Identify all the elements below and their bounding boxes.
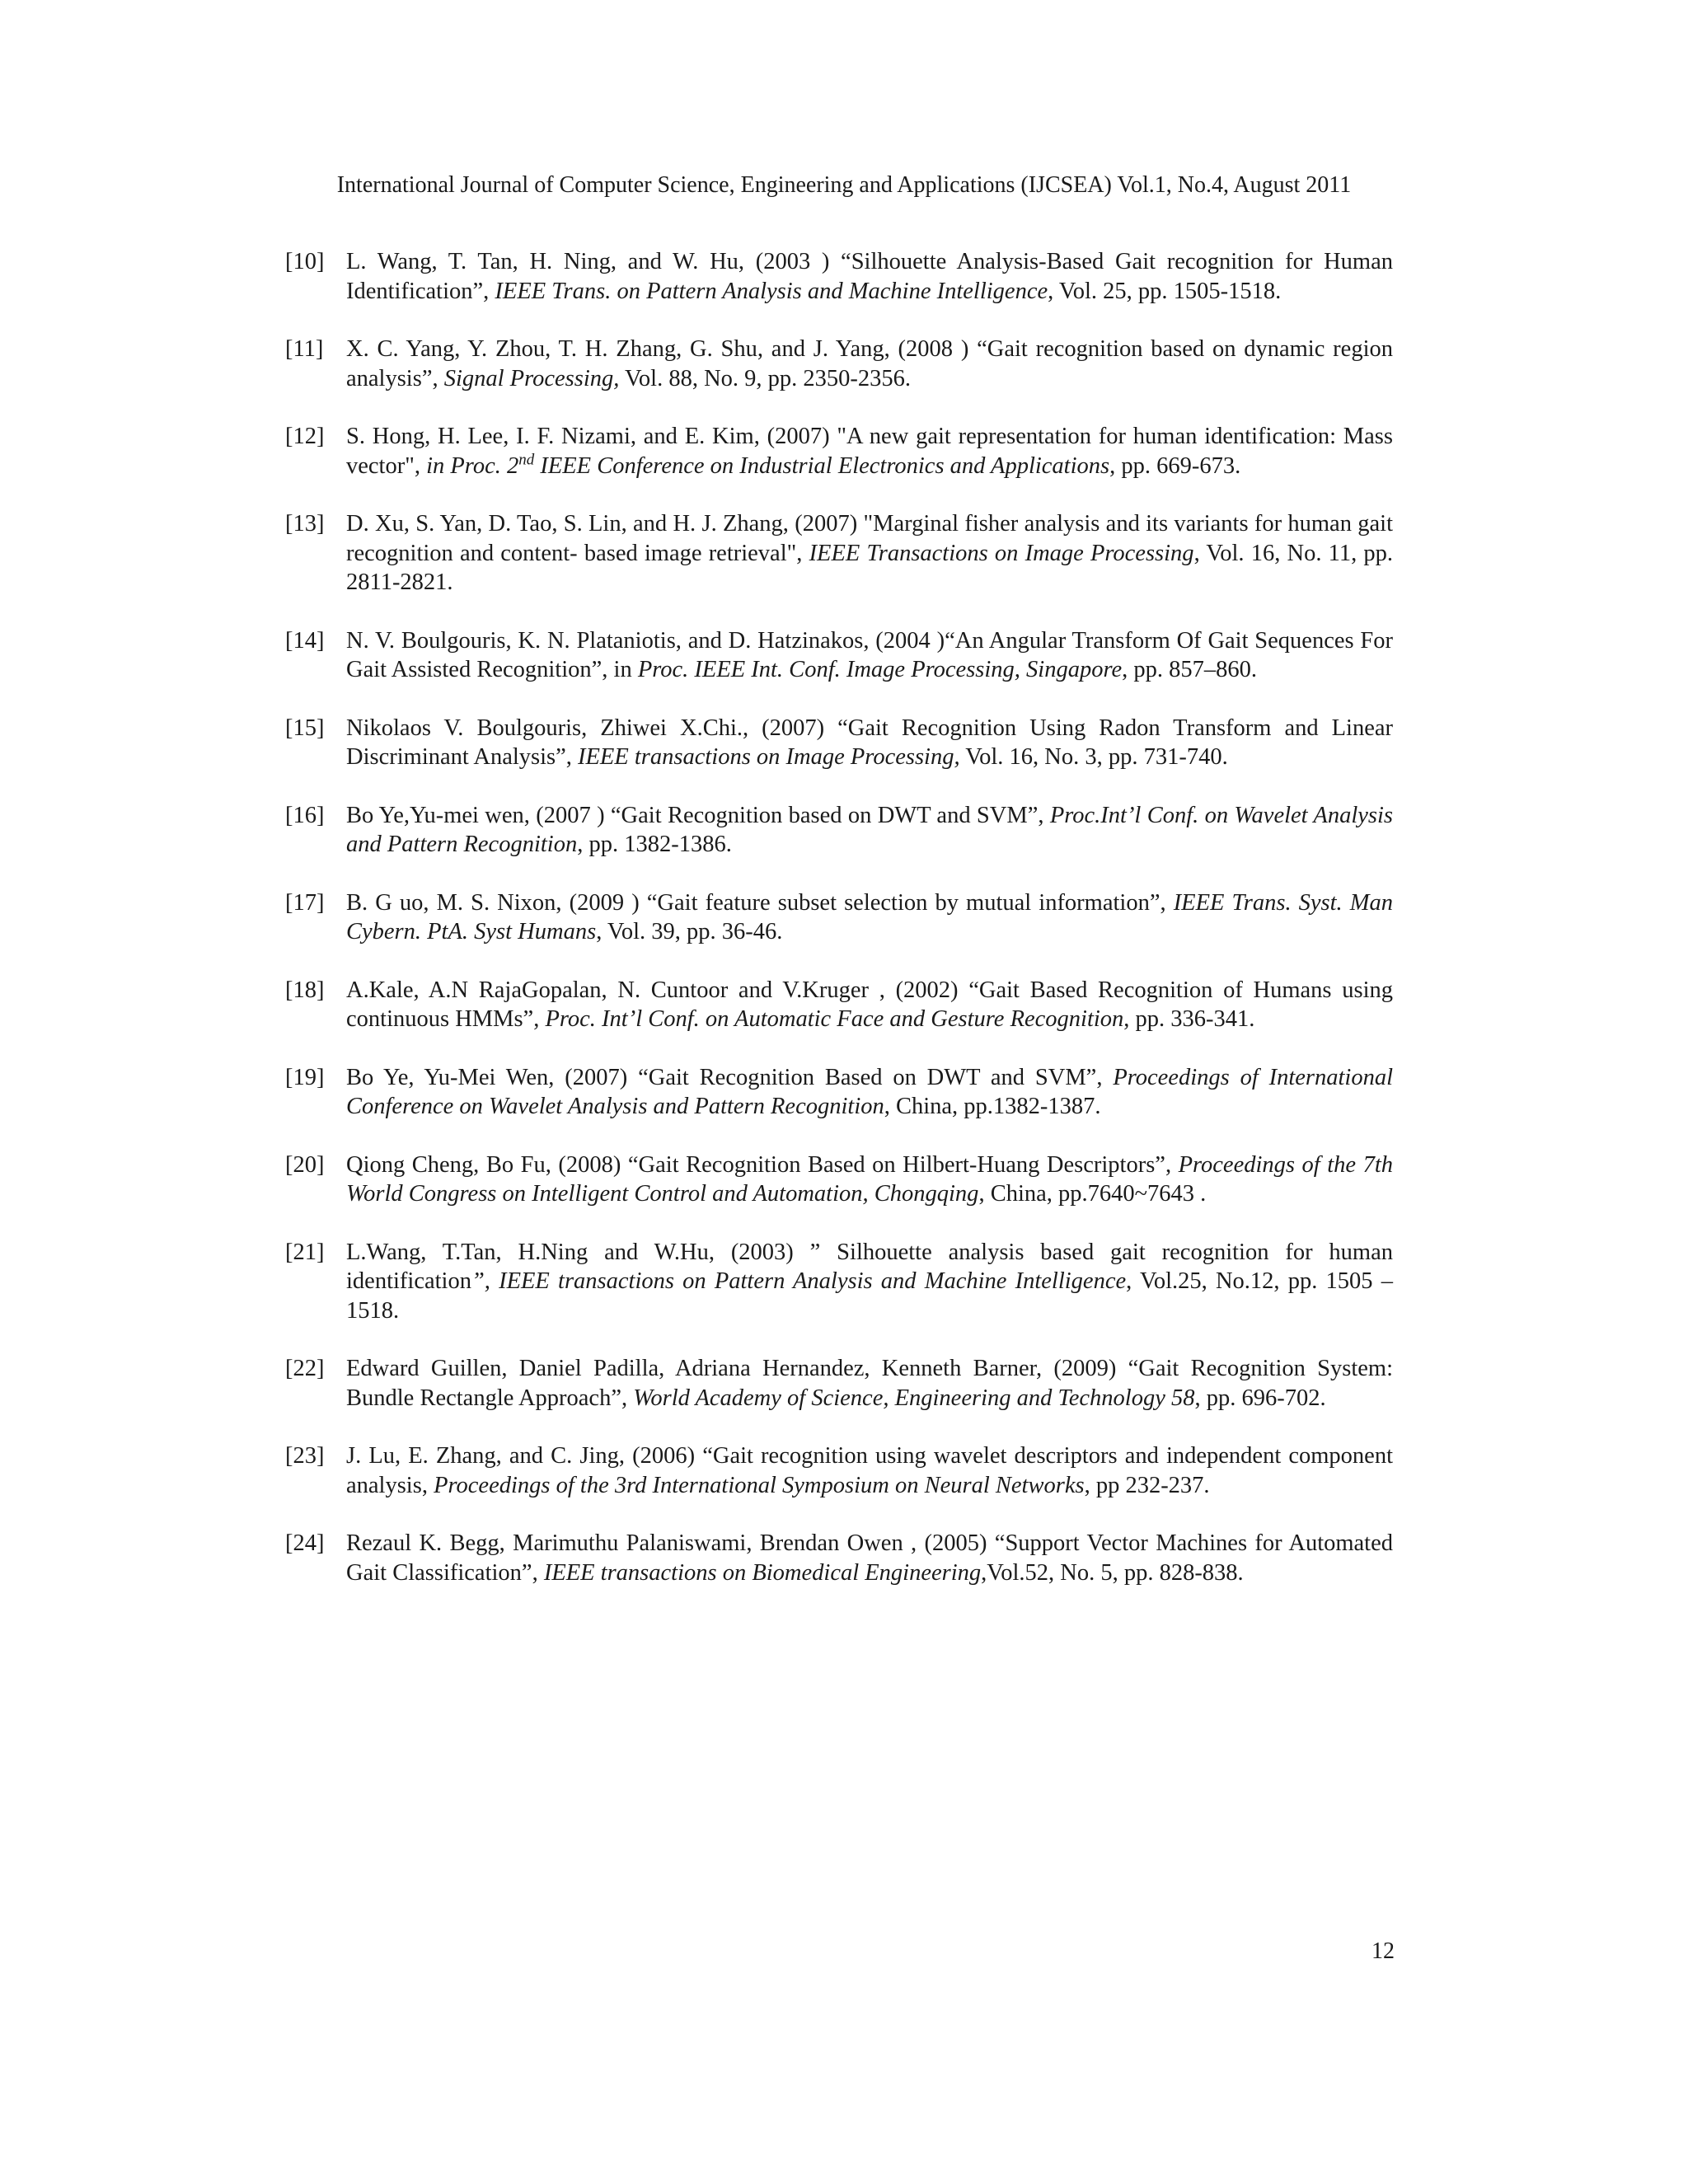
reference-text — [346, 247, 1393, 306]
reference-segment: , China, pp.1382-1387. — [884, 1094, 1101, 1119]
reference-italic-segment: Signal Processing, — [443, 365, 620, 391]
reference-segment: S. Hong, H. Lee, I. F. Nizami, and E. Kim, (2007) "A new gait representation for human identification: Mass vector", — [346, 424, 1393, 479]
reference-italic-segment: ”, IEEE transactions on Pattern Analysis and Machine Intelligence — [471, 1268, 1127, 1294]
reference-italic-segment: IEEE Conference on Industrial Electronics and Applications — [534, 452, 1110, 479]
reference-segment: Bo Ye, Yu-Mei Wen, (2007) “Gait Recognition Based on DWT and SVM”, — [346, 1064, 1114, 1090]
reference-text — [346, 422, 1393, 480]
reference-italic-segment: Proc. Int’l Conf. on Automatic Face and Gesture Recognition — [545, 1006, 1124, 1032]
reference-text — [346, 1441, 1393, 1500]
reference-text — [346, 335, 1393, 393]
reference-italic-segment: Proceedings of International Conference on Wavelet Analysis and Pattern Recognition — [346, 1064, 1393, 1119]
reference-item — [285, 1441, 1393, 1500]
reference-item — [285, 626, 1393, 685]
reference-item — [285, 1238, 1393, 1326]
reference-segment: , Vol. 16, No. 11, pp. 2811-2821. — [346, 540, 1393, 595]
reference-number: [22] — [285, 1356, 325, 1381]
reference-text — [346, 1151, 1393, 1209]
reference-item — [285, 1529, 1393, 1587]
reference-text — [346, 714, 1393, 772]
reference-segment: , pp. 857–860. — [1122, 657, 1258, 682]
reference-segment: Vol. 88, No. 9, pp. 2350-2356. — [619, 365, 912, 391]
reference-segment: , pp. 696-702. — [1194, 1385, 1326, 1411]
reference-italic-segment: IEEE transactions on Biomedical Engineering — [543, 1559, 982, 1586]
reference-segment: , pp. 336-341. — [1123, 1006, 1255, 1032]
page-number: 12 — [1372, 1938, 1395, 1964]
reference-number: [17] — [285, 889, 325, 916]
reference-item — [285, 976, 1393, 1034]
reference-number: [12] — [285, 424, 325, 449]
reference-segment: N. V. Boulgouris, K. N. Plataniotis, and D. Hatzinakos, (2004 )“An Angular Transform Of Gait Sequences For Gait Assisted Recognition”, in — [346, 627, 1393, 682]
reference-segment: Nikolaos V. Boulgouris, Zhiwei X.Chi., (2007) “Gait Recognition Using Radon Transform and Linear Discriminant Analysis”, — [346, 715, 1393, 770]
reference-item — [285, 1063, 1393, 1122]
reference-text — [346, 509, 1393, 598]
reference-number: [14] — [285, 627, 325, 654]
reference-segment: Rezaul K. Begg, Marimuthu Palaniswami, Brendan Owen , (2005) “Support Vector Machines for Automated Gait Classification”, — [346, 1530, 1393, 1586]
reference-segment: L. Wang, T. Tan, H. Ning, and W. Hu, (2003 ) “Silhouette Analysis-Based Gait recognition for Human Identification”, — [346, 249, 1393, 304]
reference-item — [285, 1151, 1393, 1209]
reference-number: [10] — [285, 249, 325, 274]
reference-italic-segment: IEEE Trans. on Pattern Analysis and Machine Intelligence — [495, 278, 1048, 304]
reference-number: [15] — [285, 715, 325, 741]
reference-italic-segment: in Proc. 2 — [426, 452, 519, 479]
reference-superscript: nd — [518, 451, 535, 468]
reference-text — [346, 976, 1393, 1034]
reference-segment: Qiong Cheng, Bo Fu, (2008) “Gait Recognition Based on Hilbert-Huang Descriptors”, — [346, 1151, 1179, 1178]
reference-number: [23] — [285, 1443, 325, 1469]
reference-italic-segment: Proc. IEEE Int. Conf. Image Processing, Singapore — [637, 657, 1123, 682]
reference-segment: Edward Guillen, Daniel Padilla, Adriana Hernandez, Kenneth Barner, (2009) “Gait Recognition System: Bundle Rectangle Approach”, — [346, 1356, 1393, 1411]
reference-text — [346, 1238, 1393, 1326]
reference-italic-segment: IEEE Transactions on Image Processing — [809, 540, 1194, 566]
running-header: International Journal of Computer Science, Engineering and Applications (IJCSEA) Vol.1, No.4, August 2011 — [336, 172, 1352, 198]
reference-text — [346, 1063, 1393, 1122]
reference-segment: , pp 232-237. — [1084, 1472, 1210, 1498]
reference-text — [346, 888, 1393, 947]
reference-number: [16] — [285, 802, 325, 828]
reference-segment: X. C. Yang, Y. Zhou, T. H. Zhang, G. Shu, and J. Yang, (2008 ) “Gait recognition based on dynamic region analysis”, — [346, 336, 1393, 391]
reference-segment: ,Vol.52, No. 5, pp. 828-838. — [981, 1559, 1244, 1586]
reference-list — [285, 247, 1393, 1616]
reference-segment: Vol. 16, No. 3, pp. 731-740. — [959, 744, 1228, 770]
reference-segment: , pp. 669-673. — [1109, 452, 1241, 479]
reference-segment: L.Wang, T.Tan, H.Ning and W.Hu, (2003) ” Silhouette analysis based gait recognition for human identification — [346, 1239, 1393, 1294]
reference-italic-segment: IEEE transactions on Image Processing, — [578, 744, 960, 770]
reference-number: [20] — [285, 1151, 325, 1178]
reference-item — [285, 1354, 1393, 1413]
reference-number: [13] — [285, 511, 325, 537]
reference-italic-segment: World Academy of Science, Engineering and Technology 58 — [633, 1385, 1195, 1411]
reference-item — [285, 422, 1393, 480]
reference-text — [346, 626, 1393, 685]
reference-item — [285, 888, 1393, 947]
reference-italic-segment: Proc.Int’l Conf. on Wavelet Analysis and Pattern Recognition — [346, 802, 1393, 857]
reference-segment: , Vol. 25, pp. 1505-1518. — [1048, 278, 1282, 304]
reference-number: [19] — [285, 1064, 325, 1090]
reference-text — [346, 801, 1393, 860]
reference-italic-segment: IEEE Trans. Syst. Man Cybern. PtA. Syst Humans — [346, 889, 1394, 944]
reference-item — [285, 335, 1393, 393]
reference-item — [285, 714, 1393, 772]
reference-text — [346, 1354, 1393, 1413]
reference-number: [21] — [285, 1239, 325, 1265]
reference-segment: D. Xu, S. Yan, D. Tao, S. Lin, and H. J. Zhang, (2007) "Marginal fisher analysis and its variants for human gait recognition and content- based image retrieval", — [346, 511, 1393, 566]
reference-item — [285, 801, 1393, 860]
reference-item — [285, 509, 1393, 598]
reference-text — [346, 1529, 1393, 1587]
reference-segment: J. Lu, E. Zhang, and C. Jing, (2006) “Gait recognition using wavelet descriptors and independent component analysis, — [346, 1443, 1393, 1498]
reference-segment: , Vol.25, No.12, pp. 1505 – 1518. — [346, 1268, 1393, 1324]
reference-number: [24] — [285, 1530, 325, 1556]
reference-number: [18] — [285, 977, 325, 1003]
reference-segment: B. G uo, M. S. Nixon, (2009 ) “Gait feature subset selection by mutual information”, — [346, 889, 1174, 916]
reference-italic-segment: Proceedings of the 3rd International Symposium on Neural Networks — [434, 1472, 1085, 1498]
reference-number: [11] — [285, 336, 324, 362]
reference-segment: , pp. 1382-1386. — [577, 832, 732, 857]
reference-item — [285, 247, 1393, 306]
reference-segment: Bo Ye,Yu-mei wen, (2007 ) “Gait Recognition based on DWT and SVM”, — [346, 802, 1050, 828]
reference-segment: , Vol. 39, pp. 36-46. — [596, 919, 783, 944]
reference-segment: A.Kale, A.N RajaGopalan, N. Cuntoor and V.Kruger , (2002) “Gait Based Recognition of Humans using continuous HMMs”, — [346, 977, 1393, 1032]
reference-segment: , China, pp.7640~7643 . — [978, 1181, 1207, 1207]
reference-italic-segment: Proceedings of the 7th World Congress on Intelligent Control and Automation, Chongqing — [346, 1151, 1393, 1207]
